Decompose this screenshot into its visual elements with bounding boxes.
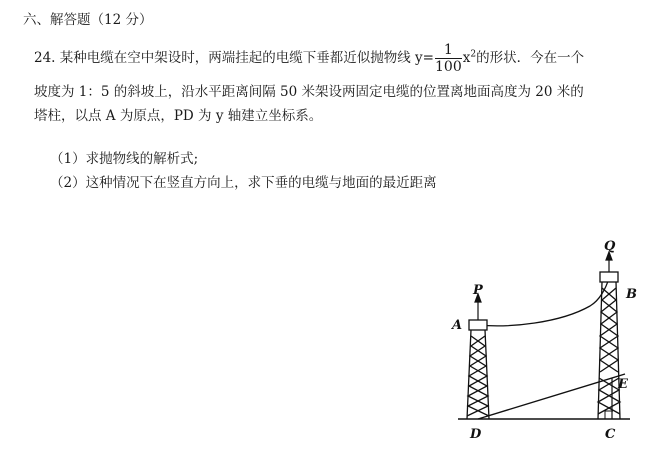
section-title: 六、解答题（12 分）: [23, 12, 153, 28]
exponent: 2: [470, 49, 477, 60]
tower-left: [467, 320, 489, 419]
question-line-2: 坡度为 1：5 的斜坡上，沿水平距离间隔 50 米架设两固定电缆的位置离地面高度为 20 米的: [34, 84, 584, 100]
fraction: [435, 43, 462, 74]
label-b: B: [626, 287, 637, 302]
label-q: Q: [604, 239, 616, 254]
tower-right-top: [600, 272, 618, 282]
tower-left-top: [469, 320, 487, 330]
question-line-3: 塔柱，以点 A 为原点，PD 为 y 轴建立坐标系。: [34, 108, 323, 124]
label-e: E: [618, 377, 628, 392]
variable-x: x: [462, 50, 471, 66]
question-text-post: 的形状．今在一个: [476, 50, 585, 66]
question-text-pre: 24. 某种电缆在空中架设时，两端挂起的电缆下垂都近似抛物线 y=: [34, 50, 434, 66]
label-a: A: [452, 318, 463, 333]
subquestion-1: （1）求抛物线的解析式;: [50, 151, 199, 167]
label-c: C: [605, 427, 616, 442]
tower-right: [598, 272, 620, 419]
fraction-numerator: 1: [435, 43, 462, 59]
question-line-1: [34, 43, 584, 74]
subquestion-2: （2）这种情况下在竖直方向上，求下垂的电缆与地面的最近距离: [50, 175, 437, 191]
cable-curve: [478, 278, 609, 326]
geometry-figure: [440, 228, 640, 446]
label-p: P: [473, 283, 483, 298]
fraction-denominator: 100: [435, 59, 462, 75]
label-d: D: [470, 427, 482, 442]
